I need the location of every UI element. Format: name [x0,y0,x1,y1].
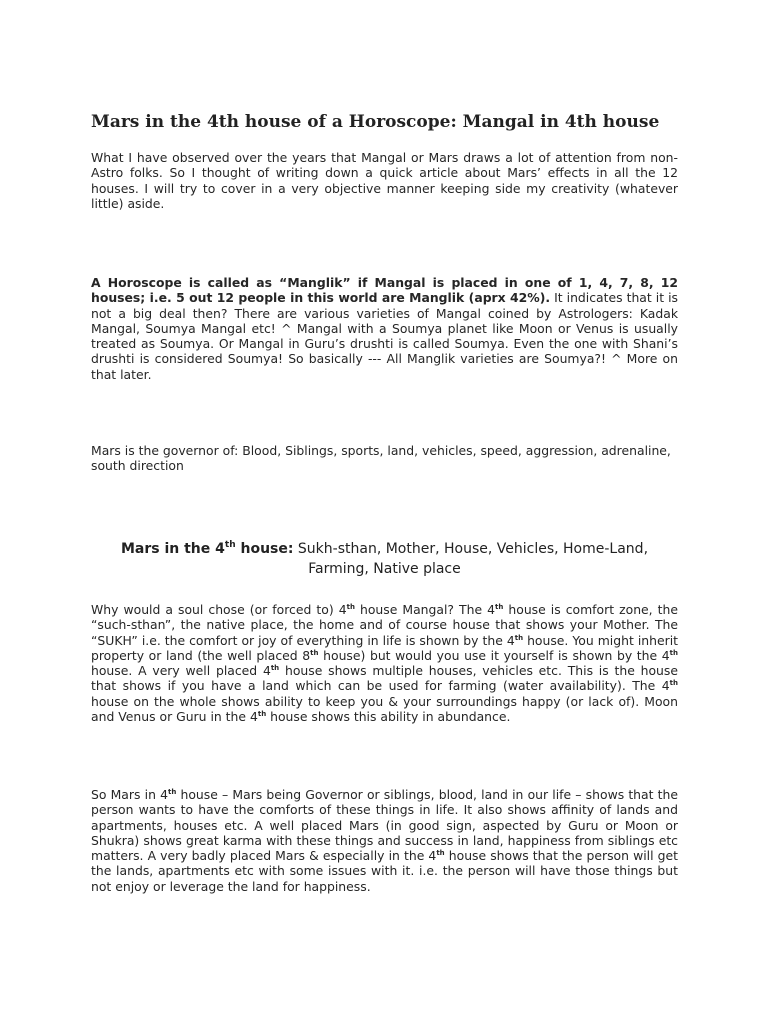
manglik-explanation: It indicates that it is not a big deal then? There are various varieties of Mangal coined by Astrologers: Kadak Mangal, Soumya Mangal etc! ^ Mangal with a Soumya planet like Moon or Venus is usually treated as Soumya. Or Mangal in Guru’s drushti is called Soumya. Even the one with Shani’s drushti is considered Soumya! So basically --- All Manglik varieties are Soumya?! ^ More on that later. [91,290,678,382]
mars-fourth-house-paragraph: So Mars in 4th house – Mars being Governor or siblings, blood, land in our life – shows that the person wants to have the comforts of these things in life. It also shows affinity of lands and apartments, houses etc. A well placed Mars (in good sign, aspected by Guru or Moon or Shukra) shows great karma with these things and success in land, happiness from siblings etc matters. A very badly placed Mars & especially in the 4th house shows that the person will get the lands, apartments etc with some issues with it. i.e. the person will have those things but not enjoy or leverage the land for happiness. [91,787,678,894]
section-heading-topics: Sukh-sthan, Mother, House, Vehicles, Home-Land, Farming, Native place [293,541,649,577]
fourth-house-paragraph: Why would a soul chose (or forced to) 4th house Mangal? The 4th house is comfort zone, the “such-sthan”, the native place, the home and of course house that shows your Mother. The “SUKH” i.e. the comfort or joy of everything in life is shown by the 4th house. You might inherit property or land (the well placed 8th house) but would you use it yourself is shown by the 4th house. A very well placed 4th house shows multiple houses, vehicles etc. This is the house that shows if you have a land which can be used for farming (water availability). The 4th house on the whole shows ability to keep you & your surroundings happy (or lack of). Moon and Venus or Guru in the 4th house shows this ability in abundance. [91,602,678,725]
section-heading [91,540,678,579]
intro-paragraph: What I have observed over the years that Mangal or Mars draws a lot of attention from non-Astro folks. So I thought of writing down a quick article about Mars’ effects in all the 12 houses. I will try to cover in a very objective manner keeping side my creativity (whatever little) aside. [91,150,678,211]
page-title: Mars in the 4th house of a Horoscope: Mangal in 4th house [91,112,660,132]
manglik-paragraph [91,275,678,382]
mars-governor-paragraph: Mars is the governor of: Blood, Siblings, sports, land, vehicles, speed, aggression, adrenaline, south direction [91,443,671,474]
manglik-definition: A Horoscope is called as “Manglik” if Mangal is placed in one of 1, 4, 7, 8, 12 houses; i.e. 5 out 12 people in this world are Manglik (aprx 42%). [91,275,678,306]
section-heading-label: Mars in the 4th house: [120,540,294,557]
